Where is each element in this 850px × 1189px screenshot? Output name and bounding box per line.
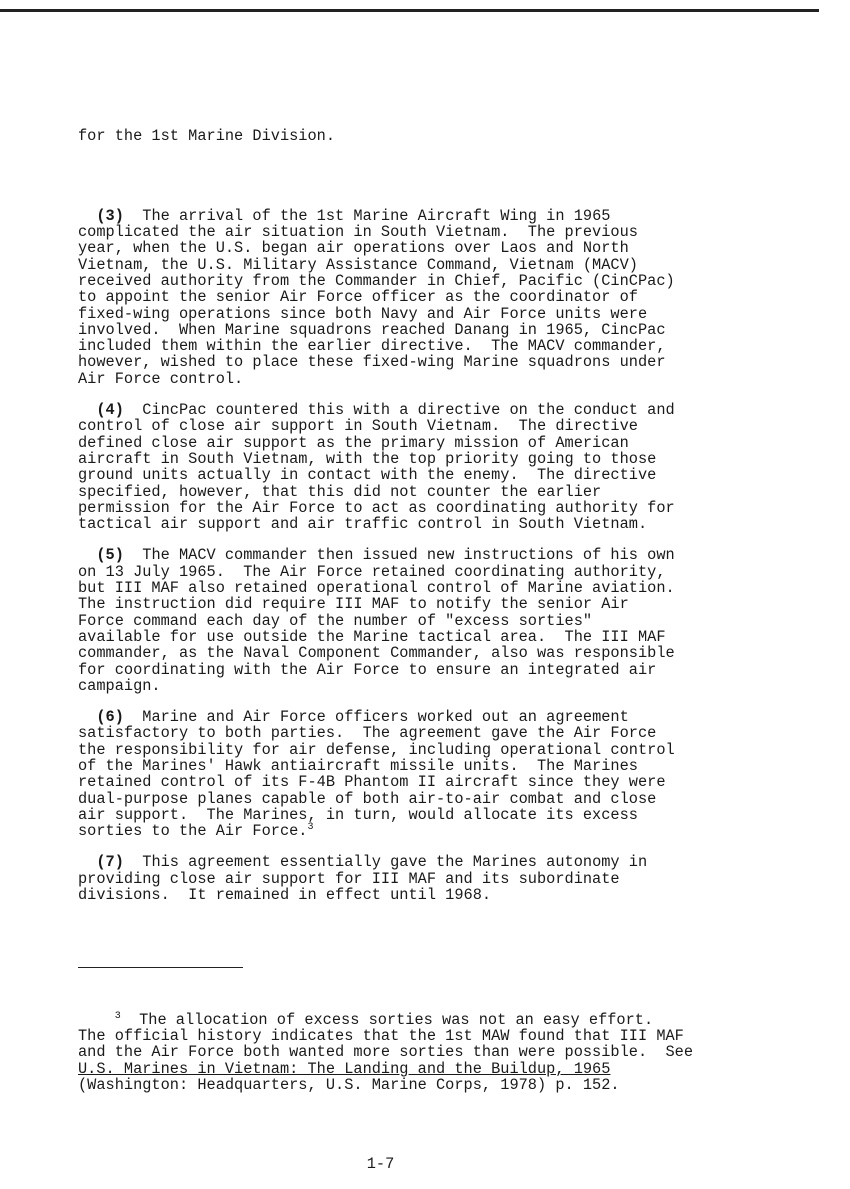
paragraph-line: aircraft in South Vietnam, with the top priority going to those	[78, 449, 657, 468]
paragraph-line: of the Marines' Hawk antiaircraft missile units. The Marines	[78, 756, 638, 775]
footnote-marker: 3	[114, 1010, 121, 1022]
paragraph-list	[78, 208, 738, 904]
paragraph-line: providing close air support for III MAF and its subordinate	[78, 869, 620, 888]
intro-line: for the 1st Marine Division.	[78, 126, 336, 145]
paragraph-line: defined close air support as the primary mission of American	[78, 433, 629, 452]
footnote-citation-title: U.S. Marines in Vietnam: The Landing and the Buildup, 1965	[78, 1059, 611, 1078]
footnote-line-1: The allocation of excess sorties was not an easy effort.	[120, 1010, 654, 1029]
paragraph-number: (5)	[96, 546, 124, 565]
paragraph-line: however, wished to place these fixed-wing Marine squadrons under	[78, 353, 666, 372]
paragraph-number: (4)	[96, 401, 124, 420]
top-border-rule	[0, 9, 819, 12]
paragraph-line: involved. When Marine squadrons reached Danang in 1965, CincPac	[78, 320, 666, 339]
paragraph-5	[78, 547, 738, 694]
paragraph-3	[78, 208, 738, 387]
paragraph-6	[78, 709, 738, 839]
footnote-divider	[78, 967, 243, 968]
paragraph-line: divisions. It remained in effect until 1968.	[78, 886, 492, 905]
paragraph-line: dual-purpose planes capable of both air-to-air combat and close	[78, 789, 657, 808]
paragraph-line: fixed-wing operations since both Navy and Air Force units were	[78, 304, 648, 323]
paragraph-line: tactical air support and air traffic control in South Vietnam.	[78, 515, 648, 534]
paragraph-line: The MACV commander then issued new instructions of his own	[123, 546, 675, 565]
paragraph-line: specified, however, that this did not counter the earlier	[78, 482, 602, 501]
paragraph-line: available for use outside the Marine tactical area. The III MAF	[78, 627, 666, 646]
paragraph-line: Marine and Air Force officers worked out an agreement	[123, 708, 629, 727]
paragraph-line: sorties to the Air Force.	[78, 822, 308, 841]
paragraph-line: received authority from the Commander in Chief, Pacific (CinCPac)	[78, 271, 675, 290]
paragraph-4	[78, 402, 738, 532]
paragraph-line: retained control of its F-4B Phantom II aircraft since they were	[78, 773, 666, 792]
paragraph-line: the responsibility for air defense, including operational control	[78, 740, 675, 759]
paragraph-line: satisfactory to both parties. The agreement gave the Air Force	[78, 724, 657, 743]
paragraph-line: to appoint the senior Air Force officer as the coordinator of	[78, 288, 638, 307]
paragraph-line: permission for the Air Force to act as coordinating authority for	[78, 498, 675, 517]
footnote-reference: 3	[307, 822, 314, 834]
document-page	[78, 95, 738, 1189]
paragraph-number: (3)	[96, 206, 124, 225]
paragraph-line: but III MAF also retained operational control of Marine aviation.	[78, 579, 675, 598]
paragraph-line: The instruction did require III MAF to notify the senior Air	[78, 595, 629, 614]
paragraph-line: for coordinating with the Air Force to ensure an integrated air	[78, 660, 657, 679]
paragraph-7	[78, 854, 738, 903]
paragraph-line: CincPac countered this with a directive on the conduct and	[123, 401, 675, 420]
paragraph-line: This agreement essentially gave the Marines autonomy in	[123, 853, 648, 872]
footnote-line-3: and the Air Force both wanted more sorties than were possible. See	[78, 1043, 694, 1062]
paragraph-number: (6)	[96, 708, 124, 727]
page-number: 1-7	[366, 1155, 395, 1174]
paragraph-line: Force command each day of the number of "excess sorties"	[78, 611, 593, 630]
paragraph-line: air support. The Marines, in turn, would allocate its excess	[78, 805, 638, 824]
paragraph-line: included them within the earlier directive. The MACV commander,	[78, 337, 666, 356]
paragraph-line: control of close air support in South Vietnam. The directive	[78, 417, 638, 436]
paragraph-line: commander, as the Naval Component Commander, also was responsible	[78, 644, 675, 663]
paragraph-line: ground units actually in contact with the enemy. The directive	[78, 466, 657, 485]
paragraph-line: on 13 July 1965. The Air Force retained coordinating authority,	[78, 562, 666, 581]
footnote	[78, 1012, 738, 1093]
paragraph-line: campaign.	[78, 676, 161, 695]
paragraph-line: complicated the air situation in South Vietnam. The previous	[78, 223, 638, 242]
footnote-line-2: The official history indicates that the 1st MAW found that III MAF	[78, 1027, 684, 1046]
paragraph-number: (7)	[96, 853, 124, 872]
paragraph-line: The arrival of the 1st Marine Aircraft Wing in 1965	[123, 206, 611, 225]
footnote-line-5: (Washington: Headquarters, U.S. Marine Corps, 1978) p. 152.	[78, 1076, 620, 1095]
paragraph-line: Vietnam, the U.S. Military Assistance Command, Vietnam (MACV)	[78, 255, 638, 274]
paragraph-line: year, when the U.S. began air operations over Laos and North	[78, 239, 629, 258]
paragraph-line: Air Force control.	[78, 369, 244, 388]
